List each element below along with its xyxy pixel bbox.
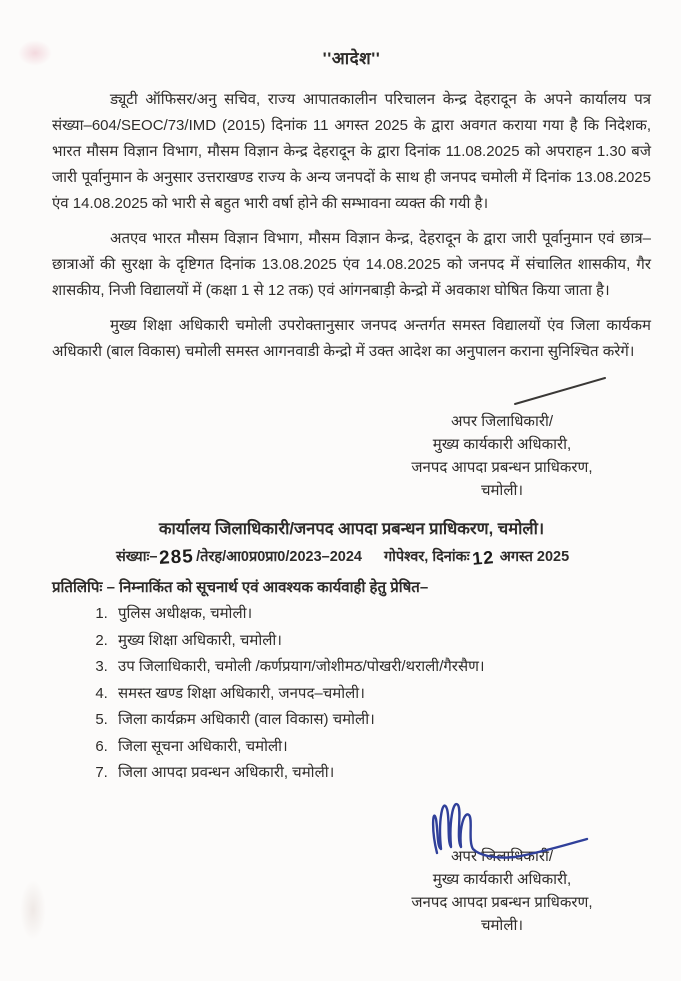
copy-list-item: 4. समस्त खण्ड शिक्षा अधिकारी, जनपद–चमोली। [112, 681, 651, 708]
copy-list-item: 3. उप जिलाधिकारी, चमोली /कर्णप्रयाग/जोशीमठ/पोखरी/थराली/गैरसैण। [112, 654, 651, 681]
signatory-line: अपर जिलाधिकारी/ [450, 847, 554, 865]
signatory-line: मुख्य कार्यकारी अधिकारी, [432, 870, 572, 888]
reference-line [116, 545, 651, 567]
copy-list-intro: प्रतिलिपिः – निम्नाकिंत को सूचनार्थ एवं आवश्यक कार्यवाही हेतु प्रेषित– [52, 579, 429, 596]
ref-number-suffix: /तेरह/आ0प्र0प्रा0/2023–2024 [196, 549, 362, 565]
ref-date-suffix: अगस्त 2025 [499, 549, 570, 565]
copy-list-item: 6. जिला सूचना अधिकारी, चमोली। [112, 734, 651, 761]
order-body [52, 87, 651, 365]
scan-smudge [18, 40, 52, 66]
ref-number-prefix: संख्याः– [116, 549, 158, 565]
copy-list [52, 601, 651, 787]
signatory-line: अपर जिलाधिकारी/ [450, 413, 554, 430]
signature-block-top [359, 374, 645, 502]
copy-list-item: 5. जिला कार्यक्रम अधिकारी (वाल विकास) चमोली। [112, 707, 651, 734]
copy-list-item: 1. पुलिस अधीक्षक, चमोली। [112, 601, 651, 628]
signature-block-bottom [359, 845, 645, 937]
signature-ink-icon [423, 789, 593, 867]
order-paragraph: अतएव भारत मौसम विज्ञान विभाग, मौसम विज्ञान केन्द्र, देहरादून के द्वारा जारी पूर्वानुमान एवं छात्र–छात्राओं की सुरक्षा के दृष्टिगत दिनांक 13.08.2025 एंव 14.08.2025 को जनपद में संचालित शासकीय, गैर शासकीय, निजी विद्यालयों में (कक्षा 1 से 12 तक) एवं आंगनबाड़ी केन्द्रो में अवकाश घोषित किया जाता है। [52, 230, 651, 299]
signatory-line: जनपद आपदा प्रबन्धन प्राधिकरण, [411, 893, 593, 911]
page-title: ''आदेश'' [322, 49, 381, 68]
ref-place-date-prefix: गोपेश्वर, दिनांकः [383, 549, 470, 565]
order-paragraph: मुख्य शिक्षा अधिकारी चमोली उपरोक्तानुसार जनपद अन्तर्गत समस्त विद्यालयों एंव जिला कार्यकम अधिकारी (बाल विकास) चमोली समस्त आगनवाडी केन्द्रो में उक्त आदेश का अनुपालन कराना सुनिश्चित करेगें। [52, 317, 651, 360]
signatory-line: चमोली। [480, 916, 524, 934]
order-paragraph: ड्यूटी ऑफिसर/अनु सचिव, राज्य आपातकालीन परिचालन केन्द्र देहरादून के अपने कार्यालय पत्र संख्या–604/SEOC/73/IMD (2015) दिनांक 11 अगस्त 2025 के द्वारा अवगत कराया गया है कि निदेशक, भारत मौसम विज्ञान विभाग, मौसम विज्ञान केन्द्र देहरादून के द्वारा दिनांक 11.08.2025 को अपराहन 1.30 बजे जारी पूर्वानुमान के अनुसार उत्तराखण्ड राज्य के अन्य जनपदों के साथ ही जनपद चमोली में दिनांक 13.08.2025 एंव 14.08.2025 को भारी से बहुत भारी वर्षा होने की सम्भावना व्यक्त की गयी है। [52, 91, 651, 212]
copy-list-item: 7. जिला आपदा प्रवन्धन अधिकारी, चमोली। [112, 760, 651, 787]
scan-smudge [20, 880, 46, 940]
pen-stroke-icon [511, 374, 611, 408]
signatory-line: मुख्य कार्यकारी अधिकारी, [432, 436, 572, 453]
handwritten-ref-number: 285 [159, 546, 195, 569]
handwritten-date: 12 [471, 547, 495, 569]
office-heading: कार्यालय जिलाधिकारी/जनपद आपदा प्रबन्धन प्राधिकरण, चमोली। [158, 520, 545, 538]
signatory-line: जनपद आपदा प्रबन्धन प्राधिकरण, [411, 459, 593, 476]
copy-list-item: 2. मुख्य शिक्षा अधिकारी, चमोली। [112, 628, 651, 655]
signatory-line: चमोली। [480, 482, 524, 499]
